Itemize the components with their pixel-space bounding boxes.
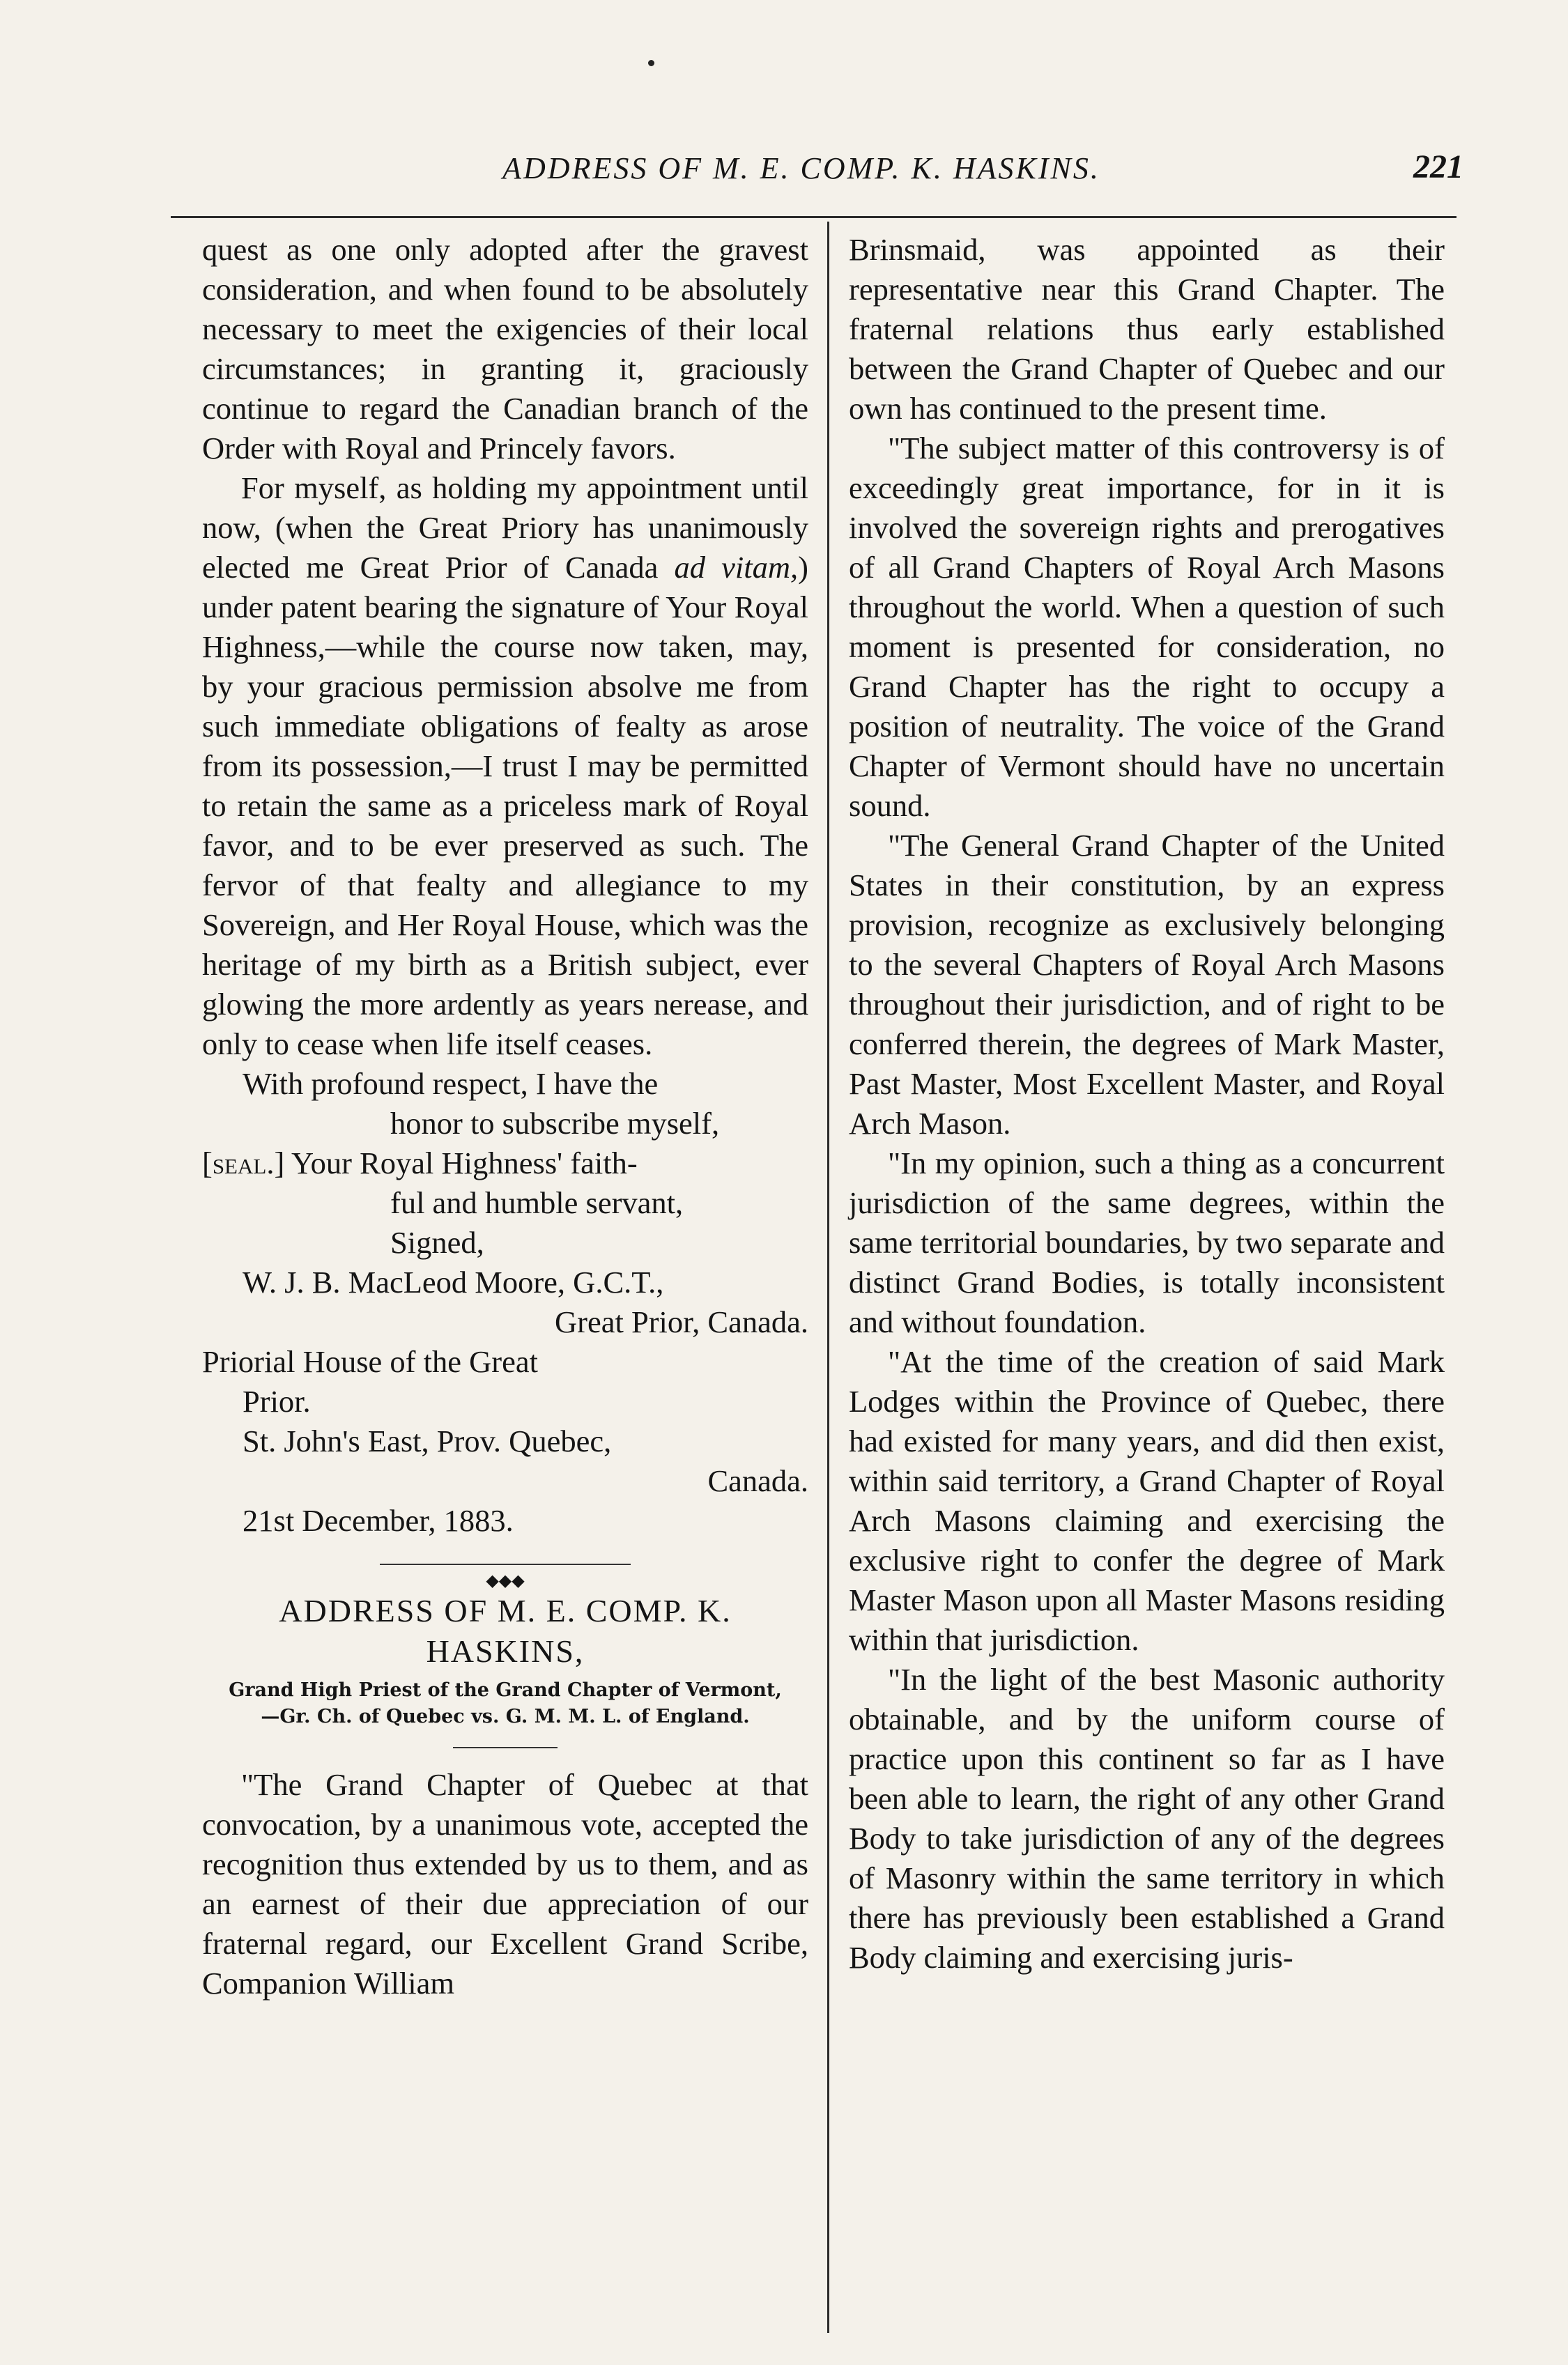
paragraph: "In the light of the best Masonic authority obtainable, and by the uniform course of practice upon this continent so far as I have been able to learn, the right of any other Grand Body to take jurisdiction of any of the degrees of Masonry within the same territory in which there has previously been established a Grand Body claiming and exercising juris- <box>849 1662 1445 1975</box>
seal-mark: [seal.] <box>202 1146 285 1180</box>
short-rule <box>453 1747 558 1748</box>
column-divider <box>827 222 829 2333</box>
paragraph <box>202 468 808 1064</box>
ornament-glyph: ◆◆◆ <box>480 1573 530 1589</box>
seal-row <box>202 1143 808 1183</box>
paragraph: "The Grand Chapter of Quebec at that convocation, by a unanimous vote, accepted the recognition thus extended by us to them, and as an earnest of their due appreciation of our fraternal regard, our Excellent Grand Scribe, Companion William <box>202 1767 808 2001</box>
paragraph: "At the time of the creation of said Mark Lodges within the Province of Quebec, there had existed for many years, and did then exist, within said territory, a Grand Chapter of Royal Arch Masons claiming and exercising the exclusive right to confer the degree of Mark Master Mason upon all Master Masons residing within that jurisdiction. <box>849 1344 1445 1657</box>
closing-line: Your Royal Highness' faith- <box>291 1146 638 1180</box>
closing-line: Prior. <box>243 1384 311 1419</box>
closing-line: ful and humble servant, <box>390 1185 684 1220</box>
signatory-name: W. J. B. MacLeod Moore, G.C.T., <box>243 1265 664 1300</box>
letter-closing <box>202 1064 808 1541</box>
paragraph: Brinsmaid, was appointed as their representative near this Grand Chapter. The fraternal relations thus early established between the Grand Chapter of Quebec and our own has continued to the present time. <box>849 232 1445 426</box>
ornament-rule <box>380 1564 631 1565</box>
paragraph-text: ) under patent bearing the signature of Your Royal Highness,—while the course now taken, may, by your gracious permission absolve me from such immediate obligations of fealty as arose from its possession,—I trust I may be permitted to retain the same as a priceless mark of Royal favor, and to be ever preserved as such. The fervor of that fealty and allegiance to my Sovereign, and Her Royal House, which was the heritage of my birth as a British subject, ever glowing the more ardently as years nerease, and only to cease when life itself ceases. <box>202 550 808 1061</box>
closing-line: Signed, <box>390 1225 484 1260</box>
ink-dot <box>648 60 654 66</box>
paragraph-text: For myself, as holding my appointment until now, (when the Great Priory has unanimously elected me Great Prior of Canada <box>202 470 808 585</box>
closing-line: Great Prior, Canada. <box>555 1304 808 1339</box>
section-heading: ADDRESS OF M. E. COMP. K. HASKINS, <box>279 1593 732 1669</box>
latin-phrase: ad vitam, <box>674 550 799 585</box>
running-head: ADDRESS OF M. E. COMP. K. HASKINS. <box>502 151 1100 185</box>
letter-date: 21st December, 1883. <box>243 1503 514 1538</box>
paragraph: "The General Grand Chapter of the United States in their constitution, by an express provision, recognize as exclusively belonging to the several Chapters of Royal Arch Masons throughout their jurisdiction, and of right to be conferred therein, the degrees of Mark Master, Past Master, Most Excellent Master, and Royal Arch Mason. <box>849 828 1445 1141</box>
section-subheading: Grand High Priest of the Grand Chapter of Vermont,—Gr. Ch. of Quebec vs. G. M. M. L. of England. <box>229 1679 782 1727</box>
paragraph: quest as one only adopted after the gravest consideration, and when found to be absolutely necessary to meet the exigencies of their local circumstances; in granting it, graciously continue to regard the Canadian branch of the Order with Royal and Princely favors. <box>202 232 808 465</box>
header-rule <box>171 216 1456 218</box>
closing-line: With profound respect, I have the <box>243 1066 659 1101</box>
closing-line: Priorial House of the Great <box>202 1344 538 1379</box>
closing-line: honor to subscribe myself, <box>390 1106 720 1141</box>
paragraph: "The subject matter of this controversy is of exceedingly great importance, for in it is involved the sovereign rights and prerogatives of all Grand Chapters of Royal Arch Masons throughout the world. When a question of such moment is presented for consideration, no Grand Chapter has the right to occupy a position of neutrality. The voice of the Grand Chapter of Vermont should have no uncertain sound. <box>849 431 1445 823</box>
closing-line: Canada. <box>707 1463 808 1498</box>
right-column <box>849 230 1445 1978</box>
left-column <box>202 230 808 2003</box>
section-ornament <box>380 1556 631 1590</box>
page-number: 221 <box>1413 148 1463 185</box>
paragraph: "In my opinion, such a thing as a concurrent jurisdiction of the same degrees, within the same territorial boundaries, by two separate and distinct Grand Bodies, is totally inconsistent and without foundation. <box>849 1146 1445 1339</box>
closing-line: St. John's East, Prov. Quebec, <box>243 1424 612 1458</box>
